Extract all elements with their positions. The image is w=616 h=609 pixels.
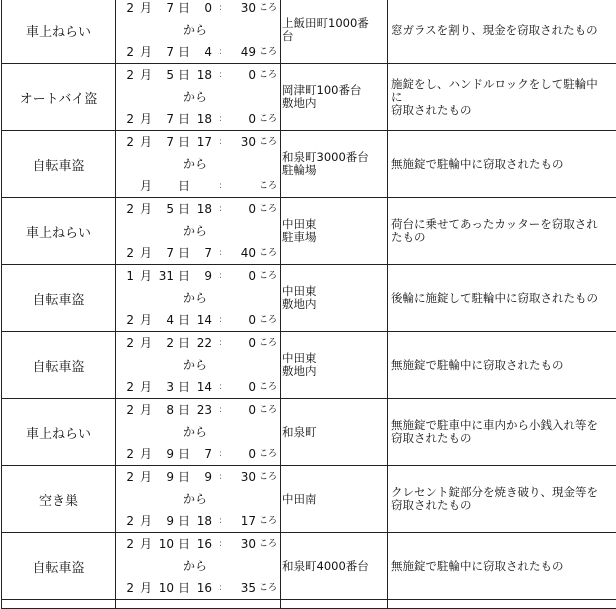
table-row	[2, 265, 616, 332]
from-label: から	[116, 488, 280, 510]
description-line: 荷台に乗せてあったカッターを窃取され	[391, 218, 616, 231]
location-cell	[281, 131, 388, 198]
month-value: 2	[120, 309, 134, 331]
time-line	[116, 533, 280, 555]
day-value: 7	[156, 131, 174, 153]
month-value: 2	[120, 41, 134, 63]
description-line: 後輪に施錠して駐輪中に窃取されたもの	[391, 292, 616, 305]
hour-value: 16	[194, 577, 212, 599]
day-label: 日	[178, 41, 190, 63]
hour-separator: :	[219, 577, 222, 599]
time-line	[116, 309, 280, 331]
month-value: 2	[120, 108, 134, 130]
description-line: 無施錠で駐輪中に窃取されたもの	[391, 359, 616, 372]
category-cell: 車上ねらい	[2, 0, 116, 64]
time-line	[116, 41, 280, 63]
hour-separator: :	[219, 64, 222, 86]
month-value: 2	[120, 399, 134, 421]
approx-label: ころ	[259, 376, 277, 398]
hour-value: 22	[194, 332, 212, 354]
location-line: 中田東	[282, 218, 387, 231]
time-line	[116, 376, 280, 398]
location-line: 台	[282, 30, 387, 43]
month-label: 月	[140, 577, 152, 599]
minute-value: 30	[234, 466, 256, 488]
hour-separator: :	[219, 175, 222, 197]
location-line: 中田東	[282, 352, 387, 365]
description-line: 無施錠で駐輪中に窃取されたもの	[391, 560, 616, 573]
description-line: 無施錠で駐車中に車内から小銭入れ等を	[391, 419, 616, 432]
day-label: 日	[178, 108, 190, 130]
approx-label: ころ	[259, 443, 277, 465]
time-line	[116, 0, 280, 19]
location-cell	[281, 198, 388, 265]
table-row	[2, 131, 616, 198]
hour-separator: :	[219, 131, 222, 153]
time-line	[116, 399, 280, 421]
hour-value: 0	[194, 0, 212, 19]
month-value: 2	[120, 332, 134, 354]
from-label: から	[116, 287, 280, 309]
from-label: から	[116, 19, 280, 41]
approx-label: ころ	[259, 577, 277, 599]
day-label: 日	[178, 510, 190, 532]
description-line: 窃取されたもの	[391, 432, 616, 445]
day-value: 9	[156, 443, 174, 465]
day-label: 日	[178, 309, 190, 331]
description-cell	[388, 466, 616, 533]
month-label: 月	[140, 399, 152, 421]
hour-separator: :	[219, 332, 222, 354]
approx-label: ころ	[259, 332, 277, 354]
time-line	[116, 108, 280, 130]
time-line	[116, 64, 280, 86]
minute-value: 30	[234, 533, 256, 555]
day-label: 日	[178, 242, 190, 264]
description-line: 窃取されたもの	[391, 499, 616, 512]
incident-table	[1, 0, 616, 609]
minute-value: 30	[234, 131, 256, 153]
month-label: 月	[140, 242, 152, 264]
location-line: 敷地内	[282, 97, 387, 110]
description-line: 窓ガラスを割り、現金を窃取されたもの	[391, 24, 616, 37]
hour-separator: :	[219, 265, 222, 287]
description-cell	[388, 600, 616, 609]
day-value: 4	[156, 309, 174, 331]
time-cell	[116, 265, 281, 332]
minute-value: 0	[234, 443, 256, 465]
hour-separator: :	[219, 533, 222, 555]
day-value: 7	[156, 41, 174, 63]
approx-label: ころ	[259, 309, 277, 331]
hour-separator: :	[219, 242, 222, 264]
day-label: 日	[178, 265, 190, 287]
description-cell	[388, 64, 616, 131]
time-cell	[116, 64, 281, 131]
from-label: から	[116, 354, 280, 376]
hour-value: 18	[194, 198, 212, 220]
minute-value: 17	[234, 510, 256, 532]
minute-value: 0	[234, 64, 256, 86]
hour-separator: :	[219, 443, 222, 465]
hour-separator: :	[219, 510, 222, 532]
location-cell	[281, 399, 388, 466]
hour-value: 7	[194, 443, 212, 465]
day-label: 日	[178, 376, 190, 398]
hour-value: 18	[194, 510, 212, 532]
category-cell: 自転車盗	[2, 533, 116, 600]
month-label: 月	[140, 175, 152, 197]
location-line: 敷地内	[282, 298, 387, 311]
table-row	[2, 64, 616, 131]
minute-value: 0	[234, 309, 256, 331]
location-line: 中田東	[282, 285, 387, 298]
day-value: 3	[156, 376, 174, 398]
month-value: 2	[120, 131, 134, 153]
location-line: 和泉町	[282, 426, 387, 439]
time-cell	[116, 533, 281, 600]
day-value: 8	[156, 399, 174, 421]
minute-value: 40	[234, 242, 256, 264]
location-line: 上飯田町1000番	[282, 17, 387, 30]
month-label: 月	[140, 265, 152, 287]
time-line	[116, 265, 280, 287]
description-line: 施錠をし、ハンドルロックをして駐輪中	[391, 78, 616, 91]
hour-value: 4	[194, 41, 212, 63]
minute-value: 0	[234, 376, 256, 398]
hour-separator: :	[219, 41, 222, 63]
hour-value: 14	[194, 309, 212, 331]
day-label: 日	[178, 0, 190, 19]
minute-value: 0	[234, 399, 256, 421]
description-line: に	[391, 91, 616, 104]
location-cell	[281, 600, 388, 609]
table-row	[2, 332, 616, 399]
description-cell	[388, 131, 616, 198]
description-cell	[388, 533, 616, 600]
hour-value: 17	[194, 131, 212, 153]
location-cell	[281, 265, 388, 332]
hour-separator: :	[219, 108, 222, 130]
day-label: 日	[178, 198, 190, 220]
time-line	[116, 332, 280, 354]
day-label: 日	[178, 175, 190, 197]
month-label: 月	[140, 131, 152, 153]
table-row	[2, 533, 616, 600]
day-value: 10	[156, 533, 174, 555]
approx-label: ころ	[259, 41, 277, 63]
hour-separator: :	[219, 309, 222, 331]
approx-label: ころ	[259, 510, 277, 532]
location-line: 岡津町100番台	[282, 84, 387, 97]
location-cell	[281, 0, 388, 64]
category-cell: 自転車盗	[2, 265, 116, 332]
day-value: 7	[156, 108, 174, 130]
category-cell: 自転車盗	[2, 332, 116, 399]
hour-separator: :	[219, 399, 222, 421]
time-line	[116, 198, 280, 220]
minute-value: 0	[234, 265, 256, 287]
month-value: 2	[120, 198, 134, 220]
table-row	[2, 0, 616, 64]
minute-value: 0	[234, 108, 256, 130]
month-value: 2	[120, 64, 134, 86]
time-cell	[116, 0, 281, 64]
month-label: 月	[140, 533, 152, 555]
time-cell	[116, 466, 281, 533]
month-label: 月	[140, 376, 152, 398]
location-line: 中田南	[282, 493, 387, 506]
description-line: クレセント錠部分を焼き破り、現金等を	[391, 486, 616, 499]
location-cell	[281, 332, 388, 399]
location-line: 駐輪場	[282, 164, 387, 177]
time-cell	[116, 332, 281, 399]
table-row	[2, 198, 616, 265]
day-value: 10	[156, 577, 174, 599]
minute-value: 0	[234, 332, 256, 354]
month-value: 1	[120, 265, 134, 287]
category-cell	[2, 600, 116, 609]
description-cell	[388, 198, 616, 265]
time-line	[116, 242, 280, 264]
approx-label: ころ	[259, 64, 277, 86]
hour-value: 16	[194, 533, 212, 555]
location-line: 駐車場	[282, 231, 387, 244]
month-value: 2	[120, 510, 134, 532]
hour-separator: :	[219, 0, 222, 19]
month-label: 月	[140, 332, 152, 354]
day-value: 7	[156, 0, 174, 19]
location-cell	[281, 466, 388, 533]
month-label: 月	[140, 443, 152, 465]
time-line	[116, 577, 280, 599]
description-cell	[388, 265, 616, 332]
location-cell	[281, 64, 388, 131]
category-cell: 車上ねらい	[2, 399, 116, 466]
hour-separator: :	[219, 376, 222, 398]
category-cell: オートバイ盗	[2, 64, 116, 131]
hour-value: 9	[194, 466, 212, 488]
category-cell: 車上ねらい	[2, 198, 116, 265]
approx-label: ころ	[259, 466, 277, 488]
location-line: 和泉町3000番台	[282, 151, 387, 164]
approx-label: ころ	[259, 175, 277, 197]
category-cell: 自転車盗	[2, 131, 116, 198]
hour-value: 14	[194, 376, 212, 398]
time-cell	[116, 198, 281, 265]
approx-label: ころ	[259, 399, 277, 421]
day-value: 31	[156, 265, 174, 287]
month-label: 月	[140, 108, 152, 130]
month-value: 2	[120, 577, 134, 599]
hour-value: 23	[194, 399, 212, 421]
day-value: 9	[156, 510, 174, 532]
day-label: 日	[178, 131, 190, 153]
minute-value: 30	[234, 0, 256, 19]
table-row	[2, 600, 616, 609]
month-value: 2	[120, 376, 134, 398]
month-label: 月	[140, 0, 152, 19]
month-label: 月	[140, 510, 152, 532]
day-label: 日	[178, 577, 190, 599]
day-value: 7	[156, 242, 174, 264]
table-row	[2, 399, 616, 466]
hour-value: 9	[194, 265, 212, 287]
from-label: から	[116, 555, 280, 577]
time-cell	[116, 399, 281, 466]
from-label: から	[116, 421, 280, 443]
from-label: から	[116, 86, 280, 108]
approx-label: ころ	[259, 0, 277, 19]
approx-label: ころ	[259, 198, 277, 220]
time-line	[116, 443, 280, 465]
month-label: 月	[140, 466, 152, 488]
approx-label: ころ	[259, 242, 277, 264]
minute-value: 35	[234, 577, 256, 599]
location-cell	[281, 533, 388, 600]
hour-separator: :	[219, 466, 222, 488]
table-row	[2, 466, 616, 533]
month-label: 月	[140, 198, 152, 220]
month-value: 2	[120, 466, 134, 488]
day-label: 日	[178, 399, 190, 421]
month-value: 2	[120, 533, 134, 555]
approx-label: ころ	[259, 131, 277, 153]
time-line	[116, 131, 280, 153]
day-label: 日	[178, 443, 190, 465]
month-value: 2	[120, 242, 134, 264]
day-label: 日	[178, 332, 190, 354]
time-line	[116, 510, 280, 532]
description-line: たもの	[391, 231, 616, 244]
approx-label: ころ	[259, 108, 277, 130]
approx-label: ころ	[259, 265, 277, 287]
time-cell	[116, 131, 281, 198]
day-value: 2	[156, 332, 174, 354]
day-label: 日	[178, 64, 190, 86]
description-cell	[388, 399, 616, 466]
category-cell: 空き巣	[2, 466, 116, 533]
month-label: 月	[140, 41, 152, 63]
month-value: 2	[120, 0, 134, 19]
month-label: 月	[140, 309, 152, 331]
description-line: 無施錠で駐輪中に窃取されたもの	[391, 158, 616, 171]
description-line: 窃取されたもの	[391, 104, 616, 117]
minute-value: 0	[234, 198, 256, 220]
day-value: 5	[156, 198, 174, 220]
approx-label: ころ	[259, 533, 277, 555]
location-line: 和泉町4000番台	[282, 560, 387, 573]
from-label: から	[116, 220, 280, 242]
time-line	[116, 466, 280, 488]
incident-table-body	[2, 0, 616, 609]
month-value: 2	[120, 443, 134, 465]
hour-value: 7	[194, 242, 212, 264]
time-cell	[116, 600, 281, 609]
day-label: 日	[178, 533, 190, 555]
location-line: 敷地内	[282, 365, 387, 378]
description-cell	[388, 0, 616, 64]
day-value: 5	[156, 64, 174, 86]
description-cell	[388, 332, 616, 399]
hour-value: 18	[194, 108, 212, 130]
from-label: から	[116, 153, 280, 175]
time-line	[116, 175, 280, 197]
hour-separator: :	[219, 198, 222, 220]
day-label: 日	[178, 466, 190, 488]
month-label: 月	[140, 64, 152, 86]
day-value: 9	[156, 466, 174, 488]
hour-value: 18	[194, 64, 212, 86]
minute-value: 49	[234, 41, 256, 63]
